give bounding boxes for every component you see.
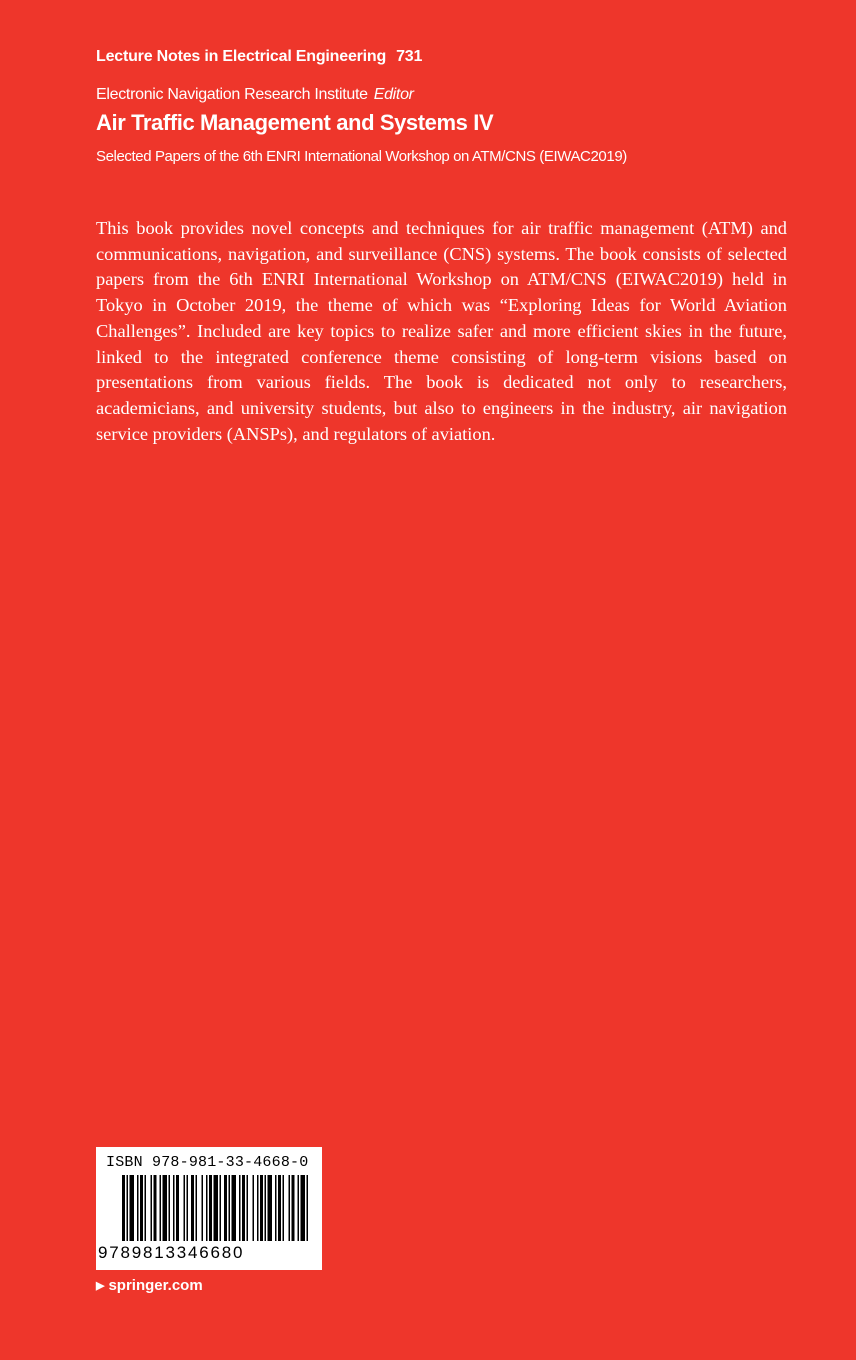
book-subtitle: Selected Papers of the 6th ENRI International Workshop on ATM/CNS (EIWAC2019) <box>96 148 627 165</box>
isbn-label: ISBN 978-981-33-4668-0 <box>106 1154 309 1171</box>
publisher-link[interactable] <box>96 1277 203 1294</box>
editor-role: Editor <box>373 86 414 103</box>
editor-name: Electronic Navigation Research Institute <box>96 86 368 103</box>
barcode-digits: 9789813346680 <box>98 1243 245 1262</box>
triangle-arrow-icon: ▶ <box>96 1280 105 1292</box>
barcode-bars <box>96 1173 322 1243</box>
series-volume: 731 <box>396 48 423 65</box>
editor-line <box>96 86 414 104</box>
publisher-link-text: springer.com <box>108 1277 203 1294</box>
isbn-barcode <box>96 1147 322 1270</box>
book-title: Air Traffic Management and Systems IV <box>96 110 494 135</box>
series-line <box>96 48 422 66</box>
book-description: This book provides novel concepts and techniques for air traffic management (ATM) and communications, navigation, and surveillance (CNS) systems. The book consists of selected papers from the 6th ENRI International Workshop on ATM/CNS (EIWAC2019) held in Tokyo in October 2019, the theme of which was “Exploring Ideas for World Aviation Challenges”. Included are key topics to realize safer and more efficient skies in the future, linked to the integrated conference theme consisting of long-term visions based on presentations from various fields. The book is dedicated not only to researchers, academicians, and university students, but also to engineers in the industry, air navigation service providers (ANSPs), and regulators of aviation. <box>96 218 787 444</box>
series-name: Lecture Notes in Electrical Engineering <box>96 48 387 65</box>
